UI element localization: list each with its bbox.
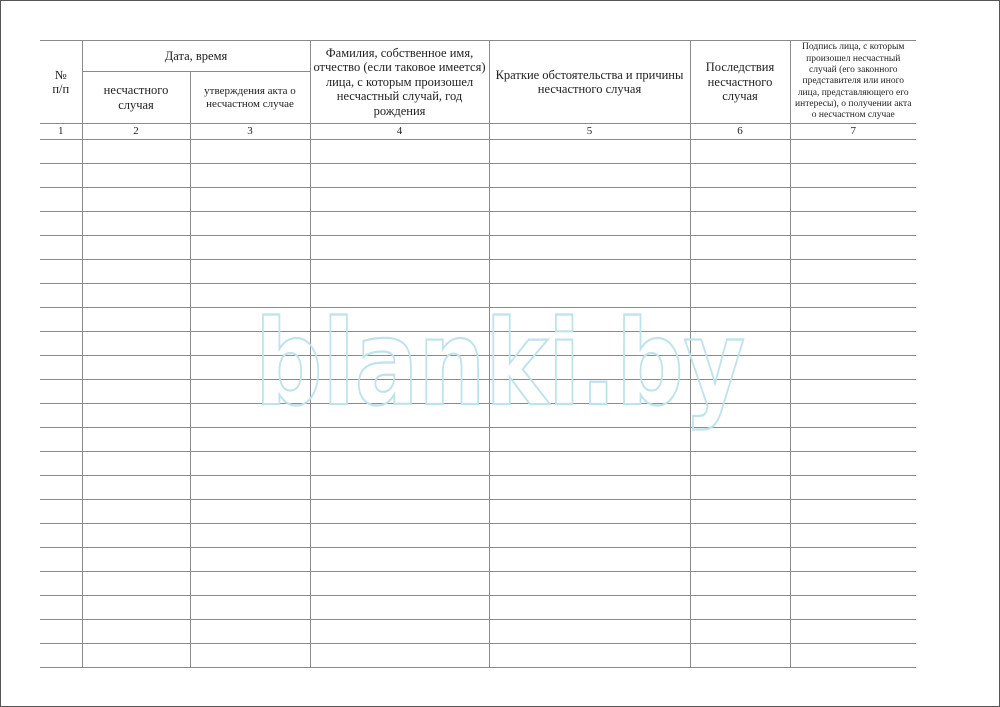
table-row: [40, 164, 916, 188]
table-cell[interactable]: [82, 404, 190, 428]
table-cell[interactable]: [82, 140, 190, 164]
table-cell[interactable]: [489, 332, 690, 356]
watermark-text: blanki.by: [255, 294, 745, 432]
column-number: 3: [190, 124, 310, 140]
table-cell[interactable]: [310, 212, 489, 236]
table-cell[interactable]: [489, 188, 690, 212]
column-number: 2: [82, 124, 190, 140]
table-cell[interactable]: [489, 500, 690, 524]
table-cell[interactable]: [690, 620, 790, 644]
table-cell[interactable]: [690, 380, 790, 404]
table-cell[interactable]: [790, 260, 916, 284]
table-cell[interactable]: [82, 596, 190, 620]
table-cell[interactable]: [190, 260, 310, 284]
table-cell[interactable]: [40, 236, 82, 260]
table-cell[interactable]: [82, 428, 190, 452]
table-cell[interactable]: [690, 284, 790, 308]
table-cell[interactable]: [489, 572, 690, 596]
table-row: [40, 572, 916, 596]
table-cell[interactable]: [82, 452, 190, 476]
table-cell[interactable]: [190, 164, 310, 188]
table-row: [40, 644, 916, 668]
table-cell[interactable]: [82, 620, 190, 644]
column-number: 6: [690, 124, 790, 140]
table-cell[interactable]: [190, 188, 310, 212]
table-cell[interactable]: [82, 644, 190, 668]
table-cell[interactable]: [40, 308, 82, 332]
table-row: [40, 356, 916, 380]
header-row-number: № п/п: [40, 41, 82, 124]
table-cell[interactable]: [790, 428, 916, 452]
column-number: 4: [310, 124, 489, 140]
table-cell[interactable]: [310, 452, 489, 476]
header-accident-date: несчастного случая: [82, 72, 190, 124]
table-cell[interactable]: [790, 140, 916, 164]
journal-rows: [40, 140, 916, 668]
table-cell[interactable]: [40, 260, 82, 284]
table-cell[interactable]: [82, 284, 190, 308]
table-cell[interactable]: [310, 380, 489, 404]
table-cell[interactable]: [690, 212, 790, 236]
table-cell[interactable]: [190, 404, 310, 428]
table-cell[interactable]: [40, 380, 82, 404]
table-cell[interactable]: [690, 572, 790, 596]
table-cell[interactable]: [690, 404, 790, 428]
table-cell[interactable]: [690, 140, 790, 164]
table-row: [40, 620, 916, 644]
table-cell[interactable]: [190, 452, 310, 476]
table-row: [40, 452, 916, 476]
table-cell[interactable]: [310, 596, 489, 620]
table-cell[interactable]: [82, 572, 190, 596]
table-cell[interactable]: [790, 380, 916, 404]
table-cell[interactable]: [190, 644, 310, 668]
table-cell[interactable]: [690, 428, 790, 452]
table-cell[interactable]: [82, 332, 190, 356]
column-number: 1: [40, 124, 82, 140]
table-row: [40, 284, 916, 308]
table-cell[interactable]: [489, 212, 690, 236]
table-cell[interactable]: [310, 404, 489, 428]
table-cell[interactable]: [489, 308, 690, 332]
table-cell[interactable]: [489, 164, 690, 188]
table-cell[interactable]: [40, 164, 82, 188]
table-cell[interactable]: [310, 188, 489, 212]
table-cell[interactable]: [190, 356, 310, 380]
table-cell[interactable]: [310, 140, 489, 164]
table-cell[interactable]: [40, 428, 82, 452]
table-row: [40, 332, 916, 356]
table-cell[interactable]: [190, 548, 310, 572]
table-cell[interactable]: [690, 452, 790, 476]
table-cell[interactable]: [40, 140, 82, 164]
table-cell[interactable]: [790, 308, 916, 332]
table-cell[interactable]: [82, 308, 190, 332]
table-cell[interactable]: [310, 236, 489, 260]
table-cell[interactable]: [790, 548, 916, 572]
table-cell[interactable]: [190, 332, 310, 356]
table-row: [40, 476, 916, 500]
table-cell[interactable]: [40, 524, 82, 548]
table-cell[interactable]: [790, 524, 916, 548]
table-cell[interactable]: [489, 236, 690, 260]
table-cell[interactable]: [40, 548, 82, 572]
table-cell[interactable]: [489, 380, 690, 404]
table-cell[interactable]: [310, 548, 489, 572]
table-row: [40, 500, 916, 524]
table-cell[interactable]: [40, 572, 82, 596]
table-cell[interactable]: [190, 500, 310, 524]
table-cell[interactable]: [310, 164, 489, 188]
table-cell[interactable]: [690, 500, 790, 524]
table-cell[interactable]: [489, 260, 690, 284]
table-cell[interactable]: [690, 476, 790, 500]
table-cell[interactable]: [790, 596, 916, 620]
column-number: 5: [489, 124, 690, 140]
table-cell[interactable]: [489, 524, 690, 548]
table-cell[interactable]: [690, 524, 790, 548]
table-cell[interactable]: [190, 620, 310, 644]
accident-journal-table: [40, 40, 916, 668]
table-cell[interactable]: [489, 644, 690, 668]
table-cell[interactable]: [310, 644, 489, 668]
table-row: [40, 380, 916, 404]
table-cell[interactable]: [40, 188, 82, 212]
table-cell[interactable]: [690, 236, 790, 260]
table-cell[interactable]: [310, 308, 489, 332]
journal-table-container: [40, 40, 916, 668]
table-cell[interactable]: [790, 452, 916, 476]
header-approval-date: утверждения акта о несчастном случае: [190, 72, 310, 124]
header-circumstances: Краткие обстоятельства и причины несчастного случая: [489, 41, 690, 124]
table-cell[interactable]: [40, 452, 82, 476]
table-cell[interactable]: [489, 476, 690, 500]
table-cell[interactable]: [790, 620, 916, 644]
table-cell[interactable]: [82, 380, 190, 404]
table-cell[interactable]: [190, 524, 310, 548]
table-cell[interactable]: [82, 548, 190, 572]
table-row: [40, 548, 916, 572]
table-row: [40, 188, 916, 212]
table-row: [40, 260, 916, 284]
table-cell[interactable]: [40, 644, 82, 668]
table-cell[interactable]: [310, 260, 489, 284]
table-cell[interactable]: [690, 308, 790, 332]
table-row: [40, 140, 916, 164]
table-cell[interactable]: [82, 188, 190, 212]
table-cell[interactable]: [310, 428, 489, 452]
table-cell[interactable]: [790, 572, 916, 596]
table-cell[interactable]: [310, 500, 489, 524]
table-cell[interactable]: [690, 260, 790, 284]
header-consequences: Последствия несчастного случая: [690, 41, 790, 124]
table-row: [40, 428, 916, 452]
table-cell[interactable]: [40, 500, 82, 524]
table-cell[interactable]: [82, 356, 190, 380]
header-person-name: Фамилия, собственное имя, отчество (если таковое имеется) лица, с которым произошел несчастный случай, год рождения: [310, 41, 489, 124]
table-cell[interactable]: [690, 644, 790, 668]
table-row: [40, 308, 916, 332]
column-number: 7: [790, 124, 916, 140]
table-cell[interactable]: [190, 284, 310, 308]
table-cell[interactable]: [790, 284, 916, 308]
table-cell[interactable]: [190, 140, 310, 164]
table-cell[interactable]: [790, 356, 916, 380]
table-cell[interactable]: [690, 596, 790, 620]
table-cell[interactable]: [790, 644, 916, 668]
table-cell[interactable]: [690, 164, 790, 188]
table-cell[interactable]: [40, 284, 82, 308]
table-cell[interactable]: [690, 548, 790, 572]
table-cell[interactable]: [40, 596, 82, 620]
table-cell[interactable]: [790, 476, 916, 500]
table-cell[interactable]: [310, 476, 489, 500]
table-cell[interactable]: [190, 596, 310, 620]
table-cell[interactable]: [40, 404, 82, 428]
table-cell[interactable]: [310, 572, 489, 596]
table-cell[interactable]: [310, 332, 489, 356]
table-cell[interactable]: [690, 188, 790, 212]
table-cell[interactable]: [489, 428, 690, 452]
table-cell[interactable]: [40, 212, 82, 236]
table-cell[interactable]: [489, 140, 690, 164]
table-cell[interactable]: [489, 548, 690, 572]
table-cell[interactable]: [489, 620, 690, 644]
table-cell[interactable]: [190, 308, 310, 332]
table-cell[interactable]: [40, 356, 82, 380]
table-cell[interactable]: [790, 236, 916, 260]
table-cell[interactable]: [489, 356, 690, 380]
table-cell[interactable]: [82, 500, 190, 524]
table-cell[interactable]: [40, 620, 82, 644]
table-cell[interactable]: [310, 284, 489, 308]
table-cell[interactable]: [489, 452, 690, 476]
table-cell[interactable]: [790, 332, 916, 356]
table-cell[interactable]: [690, 332, 790, 356]
table-cell[interactable]: [82, 524, 190, 548]
column-number-row: [40, 124, 916, 140]
table-cell[interactable]: [190, 476, 310, 500]
table-cell[interactable]: [82, 260, 190, 284]
table-cell[interactable]: [190, 236, 310, 260]
table-cell[interactable]: [82, 236, 190, 260]
table-cell[interactable]: [40, 332, 82, 356]
table-cell[interactable]: [310, 356, 489, 380]
table-cell[interactable]: [190, 212, 310, 236]
table-cell[interactable]: [82, 476, 190, 500]
table-cell[interactable]: [790, 164, 916, 188]
table-cell[interactable]: [790, 188, 916, 212]
table-row: [40, 212, 916, 236]
table-cell[interactable]: [489, 284, 690, 308]
table-cell[interactable]: [489, 404, 690, 428]
header-signature: Подпись лица, с которым произошел несчастный случай (его законного представителя или иного лица, представляющего его интересы), о получении акта о несчастном случае: [790, 41, 916, 124]
table-row: [40, 404, 916, 428]
table-row: [40, 236, 916, 260]
table-cell[interactable]: [190, 428, 310, 452]
table-cell[interactable]: [310, 524, 489, 548]
header-date-time: Дата, время: [82, 41, 310, 72]
table-cell[interactable]: [690, 356, 790, 380]
table-cell[interactable]: [489, 596, 690, 620]
table-cell[interactable]: [40, 476, 82, 500]
table-cell[interactable]: [310, 620, 489, 644]
table-cell[interactable]: [190, 380, 310, 404]
table-row: [40, 596, 916, 620]
table-cell[interactable]: [82, 164, 190, 188]
table-cell[interactable]: [82, 212, 190, 236]
table-row: [40, 524, 916, 548]
table-cell[interactable]: [190, 572, 310, 596]
table-cell[interactable]: [790, 404, 916, 428]
table-cell[interactable]: [790, 500, 916, 524]
table-cell[interactable]: [790, 212, 916, 236]
